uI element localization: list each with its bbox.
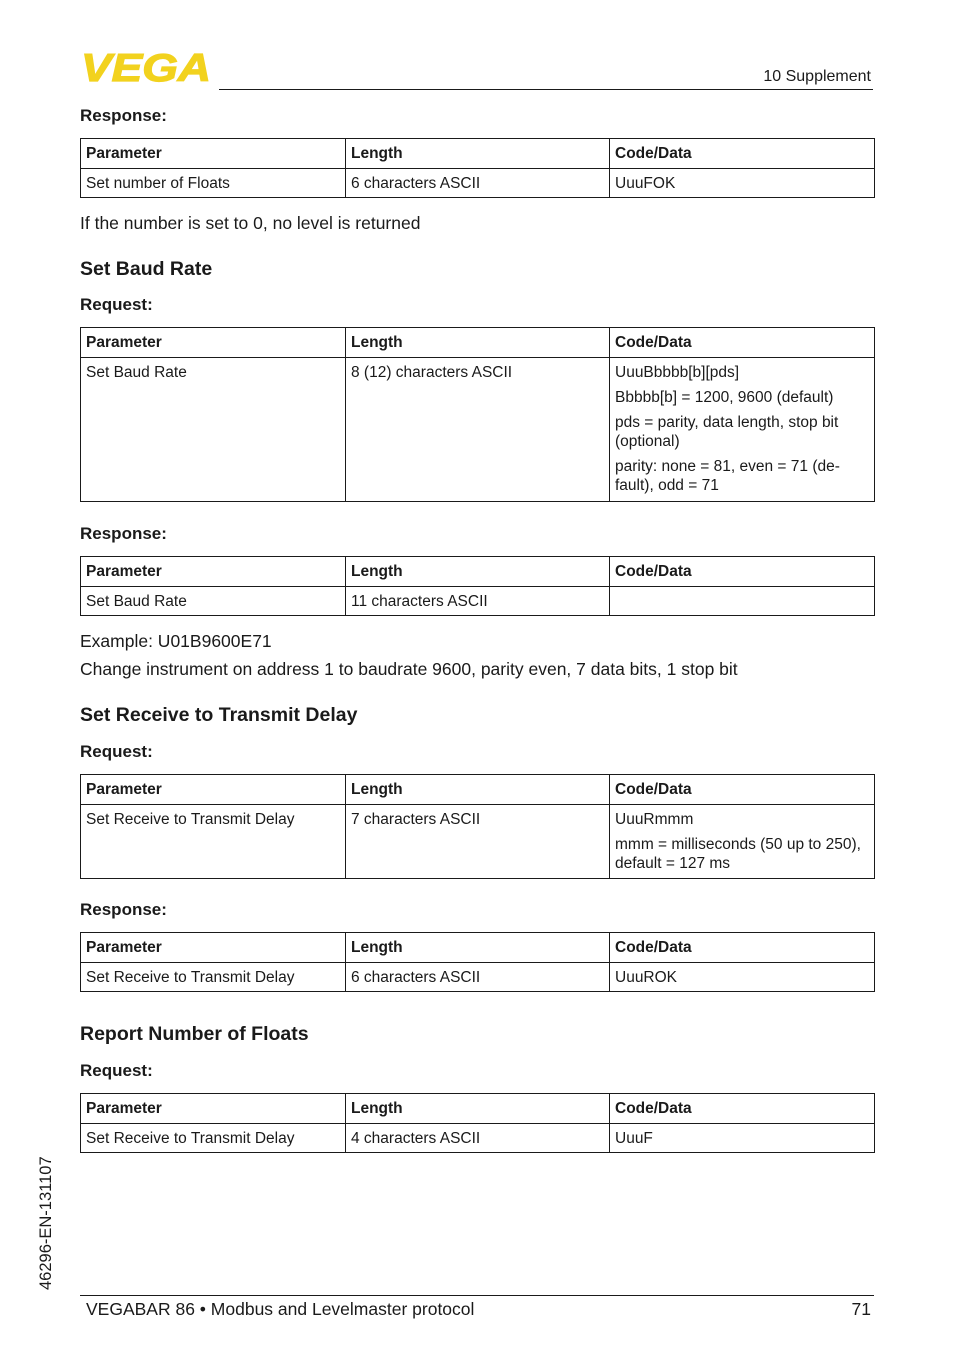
- table-cell: UuuROK: [610, 963, 875, 992]
- column-header: Length: [346, 557, 610, 587]
- table-row: [81, 358, 875, 502]
- floats-note: If the number is set to 0, no level is returned: [80, 213, 421, 233]
- baud-request-label: Request:: [80, 295, 153, 314]
- vega-logo-text: VEGA: [81, 50, 211, 84]
- table-row: [81, 963, 875, 992]
- table-row: [81, 1124, 875, 1153]
- delay-heading: Set Receive to Transmit Delay: [80, 704, 358, 726]
- baud-heading: Set Baud Rate: [80, 258, 213, 280]
- column-header: Code/Data: [610, 933, 875, 963]
- column-header: Parameter: [81, 328, 346, 358]
- baud-response-label: Response:: [80, 524, 167, 543]
- baud-response-table-wrap: [80, 556, 874, 616]
- table-row: [81, 805, 875, 879]
- code-line: UuuRmmm: [615, 811, 694, 828]
- column-header: Length: [346, 1094, 610, 1124]
- code-line: pds = parity, data length, stop bit (optional): [615, 414, 839, 450]
- column-header: Parameter: [81, 933, 346, 963]
- table-header-row: [81, 933, 875, 963]
- floats-response-label: Response:: [80, 106, 167, 125]
- delay-request-table-wrap: [80, 774, 874, 879]
- column-header: Parameter: [81, 139, 346, 169]
- table-cell: 4 characters ASCII: [346, 1124, 610, 1153]
- column-header: Code/Data: [610, 557, 875, 587]
- column-header: Code/Data: [610, 1094, 875, 1124]
- table-cell: Set Baud Rate: [81, 358, 346, 502]
- column-header: Parameter: [81, 775, 346, 805]
- delay-response-table: [80, 932, 875, 992]
- table-cell: Set Receive to Transmit Delay: [81, 1124, 346, 1153]
- table-cell: [610, 358, 875, 502]
- code-line: parity: none = 81, even = 71 (de-fault), odd = 71: [615, 458, 840, 494]
- floats-response-table: [80, 138, 875, 198]
- column-header: Code/Data: [610, 328, 875, 358]
- document-code: 46296-EN-131107: [37, 1156, 55, 1290]
- table-header-row: [81, 1094, 875, 1124]
- vega-logo: [81, 50, 212, 84]
- column-header: Code/Data: [610, 139, 875, 169]
- column-header: Length: [346, 328, 610, 358]
- header-section-title: 10 Supplement: [763, 68, 871, 85]
- report-request-label: Request:: [80, 1061, 153, 1080]
- table-cell: 7 characters ASCII: [346, 805, 610, 879]
- table-header-row: [81, 775, 875, 805]
- delay-request-label: Request:: [80, 742, 153, 761]
- header-rule: [219, 89, 873, 90]
- code-line: Bbbbb[b] = 1200, 9600 (default): [615, 389, 834, 406]
- table-cell: 6 characters ASCII: [346, 963, 610, 992]
- delay-response-table-wrap: [80, 932, 874, 992]
- report-request-table: [80, 1093, 875, 1153]
- report-heading: Report Number of Floats: [80, 1023, 309, 1045]
- table-header-row: [81, 328, 875, 358]
- table-cell: UuuF: [610, 1124, 875, 1153]
- table-row: [81, 587, 875, 616]
- table-cell: Set number of Floats: [81, 169, 346, 198]
- column-header: Length: [346, 139, 610, 169]
- code-line: mmm = milliseconds (50 up to 250), default = 127 ms: [615, 836, 861, 872]
- column-header: Parameter: [81, 557, 346, 587]
- footer-rule: [80, 1295, 874, 1296]
- table-header-row: [81, 557, 875, 587]
- delay-response-label: Response:: [80, 900, 167, 919]
- table-row: [81, 169, 875, 198]
- report-request-table-wrap: [80, 1093, 874, 1153]
- table-cell: [610, 805, 875, 879]
- baud-request-table: [80, 327, 875, 502]
- column-header: Length: [346, 933, 610, 963]
- table-cell: Set Receive to Transmit Delay: [81, 963, 346, 992]
- baud-example: Example: U01B9600E71: [80, 631, 272, 651]
- table-cell: [610, 587, 875, 616]
- page-number: 71: [851, 1299, 871, 1319]
- column-header: Code/Data: [610, 775, 875, 805]
- table-cell: Set Receive to Transmit Delay: [81, 805, 346, 879]
- footer-document-title: VEGABAR 86 • Modbus and Levelmaster protocol: [86, 1299, 475, 1319]
- delay-request-table: [80, 774, 875, 879]
- floats-response-table-wrap: [80, 138, 874, 198]
- column-header: Parameter: [81, 1094, 346, 1124]
- table-cell: 11 characters ASCII: [346, 587, 610, 616]
- table-header-row: [81, 139, 875, 169]
- baud-example-description: Change instrument on address 1 to baudrate 9600, parity even, 7 data bits, 1 stop bit: [80, 659, 738, 679]
- baud-request-table-wrap: [80, 327, 874, 502]
- table-cell: 6 characters ASCII: [346, 169, 610, 198]
- table-cell: 8 (12) characters ASCII: [346, 358, 610, 502]
- column-header: Length: [346, 775, 610, 805]
- table-cell: UuuFOK: [610, 169, 875, 198]
- code-line: UuuBbbbb[b][pds]: [615, 364, 740, 381]
- table-cell: Set Baud Rate: [81, 587, 346, 616]
- baud-response-table: [80, 556, 875, 616]
